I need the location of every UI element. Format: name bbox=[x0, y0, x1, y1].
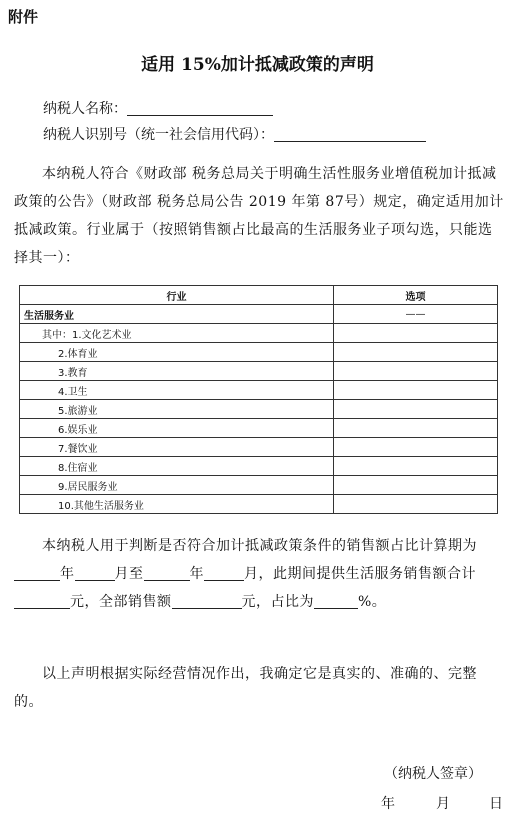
ratio-blank[interactable] bbox=[314, 594, 358, 609]
taxpayer-id-row bbox=[43, 124, 426, 144]
option-checkbox[interactable] bbox=[334, 438, 498, 457]
end-month-blank[interactable] bbox=[204, 566, 244, 581]
option-checkbox[interactable] bbox=[334, 495, 498, 514]
attachment-label: 附件 bbox=[8, 8, 39, 26]
industry-item: 9.居民服务业 bbox=[20, 476, 334, 495]
declaration-paragraph-3 bbox=[14, 660, 504, 716]
table-row bbox=[20, 362, 498, 381]
option-checkbox[interactable] bbox=[334, 362, 498, 381]
sign-month: 月 bbox=[436, 796, 450, 812]
industry-item: 6.娱乐业 bbox=[20, 419, 334, 438]
option-checkbox[interactable] bbox=[334, 476, 498, 495]
table-row bbox=[20, 324, 498, 343]
taxpayer-name-label: 纳税人名称： bbox=[43, 101, 127, 117]
taxpayer-name-input[interactable] bbox=[127, 101, 273, 116]
paragraph-1-text: 本纳税人符合《财政部 税务总局关于明确生活性服务业增值税加计抵减政策的公告》（财政部 税务总局公告 2019 年第 87号）规定，确定适用加计抵减政策。行业属于（按照销售额占比最高的生活服务业子项勾选，只能选择其一）： bbox=[14, 166, 504, 266]
taxpayer-id-label: 纳税人识别号（统一社会信用代码）： bbox=[43, 127, 274, 143]
taxpayer-name-row bbox=[43, 98, 273, 118]
sign-day: 日 bbox=[489, 796, 503, 812]
total-sales-blank[interactable] bbox=[172, 594, 242, 609]
industry-item: 7.餐饮业 bbox=[20, 438, 334, 457]
service-sales-blank[interactable] bbox=[14, 594, 70, 609]
category-label: 生活服务业 bbox=[20, 305, 334, 324]
industry-header: 行业 bbox=[20, 286, 334, 305]
table-row bbox=[20, 457, 498, 476]
option-checkbox[interactable] bbox=[334, 457, 498, 476]
option-checkbox[interactable] bbox=[334, 400, 498, 419]
table-row bbox=[20, 476, 498, 495]
table-row bbox=[20, 400, 498, 419]
industry-item: 其中：1.文化艺术业 bbox=[20, 324, 334, 343]
month-to-text: 月至 bbox=[114, 566, 144, 582]
percent-text: %。 bbox=[358, 594, 387, 610]
table-row bbox=[20, 419, 498, 438]
industry-item: 4.卫生 bbox=[20, 381, 334, 400]
option-checkbox[interactable] bbox=[334, 343, 498, 362]
end-year-blank[interactable] bbox=[144, 566, 190, 581]
table-header-row bbox=[20, 286, 498, 305]
category-row bbox=[20, 305, 498, 324]
sign-year: 年 bbox=[381, 796, 395, 812]
year-unit: 年 bbox=[189, 566, 204, 582]
table-row bbox=[20, 343, 498, 362]
option-checkbox[interactable] bbox=[334, 381, 498, 400]
industry-table bbox=[19, 285, 498, 514]
option-header: 选项 bbox=[334, 286, 498, 305]
category-option: —— bbox=[334, 305, 498, 324]
ratio-text: 元，占比为 bbox=[241, 594, 314, 610]
industry-item: 5.旅游业 bbox=[20, 400, 334, 419]
period-sales-text: 月，此期间提供生活服务销售额合计 bbox=[244, 566, 476, 582]
paragraph-2-text: 本纳税人用于判断是否符合加计抵减政策条件的销售额占比计算期为 bbox=[42, 538, 477, 554]
start-month-blank[interactable] bbox=[75, 566, 115, 581]
industry-item: 3.教育 bbox=[20, 362, 334, 381]
start-year-blank[interactable] bbox=[14, 566, 60, 581]
industry-item: 8.住宿业 bbox=[20, 457, 334, 476]
industry-item: 10.其他生活服务业 bbox=[20, 495, 334, 514]
table-row bbox=[20, 495, 498, 514]
taxpayer-id-input[interactable] bbox=[274, 127, 426, 142]
option-checkbox[interactable] bbox=[334, 324, 498, 343]
paragraph-3-text: 以上声明根据实际经营情况作出，我确定它是真实的、准确的、完整的。 bbox=[14, 666, 477, 710]
industry-item: 2.体育业 bbox=[20, 343, 334, 362]
option-checkbox[interactable] bbox=[334, 419, 498, 438]
declaration-paragraph-1 bbox=[14, 160, 504, 272]
taxpayer-seal-label: （纳税人签章） bbox=[384, 766, 482, 782]
total-sales-text: 元，全部销售额 bbox=[70, 594, 172, 610]
table-row bbox=[20, 381, 498, 400]
document-title: 适用 15%加计抵减政策的声明 bbox=[141, 55, 374, 75]
year-unit: 年 bbox=[60, 566, 75, 582]
table-row bbox=[20, 438, 498, 457]
declaration-paragraph-2 bbox=[14, 532, 504, 616]
